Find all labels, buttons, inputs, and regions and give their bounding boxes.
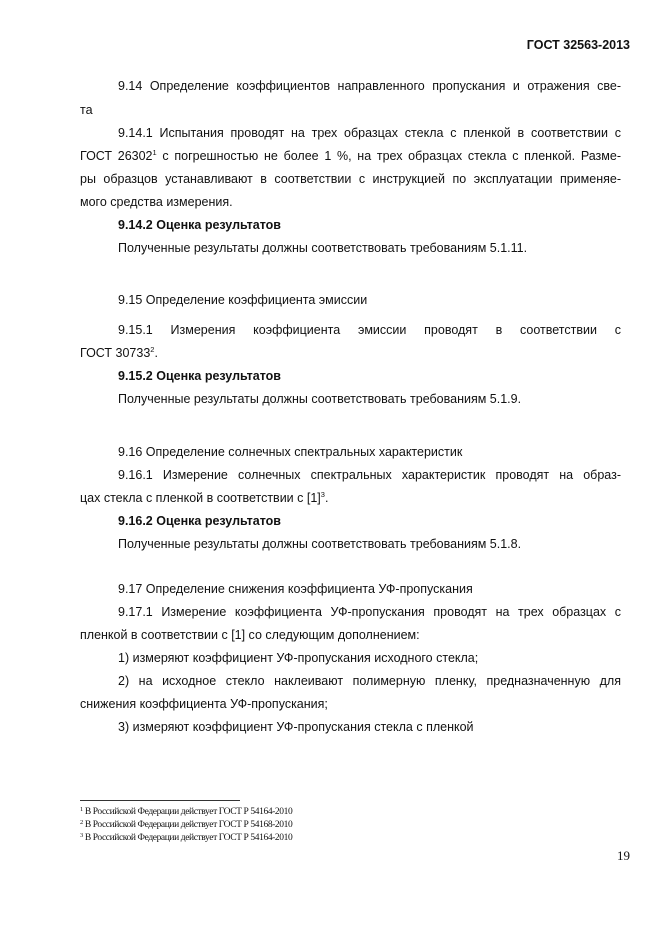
section-heading: 9.14 Определение коэффициентов направленного пропускания и отражения све- (118, 79, 621, 93)
paragraph-line: 9.15.1 Измерения коэффициента эмиссии проводят в соответствии с (118, 323, 621, 337)
paragraph-line: 9.17.1 Измерение коэффициента УФ-пропускания проводят на трех образцах с (118, 605, 621, 619)
list-item-cont: снижения коэффициента УФ-пропускания; (80, 697, 328, 711)
footnote: $^3$ В Российской Федерации действует ГОСТ Р 54164-2010 (80, 832, 293, 843)
footnote-ref[interactable]: 2 (150, 345, 155, 354)
subsection-heading: 9.14.2 Оценка результатов (118, 218, 281, 232)
paragraph-line: ГОСТ 30733$^2$. (80, 345, 158, 360)
document-header: ГОСТ 32563-2013 (526, 38, 630, 52)
section-heading: 9.16 Определение солнечных спектральных характеристик (118, 445, 463, 459)
result-text: Полученные результаты должны соответствовать требованиям 5.1.9. (118, 392, 522, 406)
footnote-ref[interactable]: 1 (152, 148, 157, 157)
page-number: 19 (617, 848, 630, 863)
section-heading-cont: та (80, 103, 93, 117)
list-item: 2) на исходное стекло наклеивают полимерную пленку, предназначенную для (118, 674, 621, 688)
result-text: Полученные результаты должны соответствовать требованиям 5.1.11. (118, 241, 528, 255)
paragraph-line: 9.14.1 Испытания проводят на трех образцах стекла с пленкой в соответствии с (118, 126, 621, 140)
paragraph-line: 9.16.1 Измерение солнечных спектральных характеристик проводят на образ- (118, 468, 621, 482)
list-item: 3) измеряют коэффициент УФ-пропускания стекла с пленкой (118, 720, 474, 734)
section-heading: 9.17 Определение снижения коэффициента УФ-пропускания (118, 582, 473, 596)
subsection-heading: 9.15.2 Оценка результатов (118, 369, 281, 383)
paragraph-line: мого средства измерения. (80, 195, 233, 209)
paragraph-line: пленкой в соответствии с [1] со следующим дополнением: (80, 628, 420, 642)
footnote-ref[interactable]: 3 (320, 490, 325, 499)
section-heading: 9.15 Определение коэффициента эмиссии (118, 293, 368, 307)
footnote: $^2$ В Российской Федерации действует ГОСТ Р 54168-2010 (80, 819, 293, 830)
paragraph-line: ГОСТ 26302$^1$ с погрешностью не более 1 %, на трех образцах стекла с пленкой. Разме- (80, 148, 621, 163)
paragraph-line: цах стекла с пленкой в соответствии с $[1]^3$. (80, 490, 329, 505)
list-item: 1) измеряют коэффициент УФ-пропускания исходного стекла; (118, 651, 479, 665)
paragraph-line: ры образцов устанавливают в соответствии с инструкцией по эксплуатации применяе- (80, 172, 621, 186)
result-text: Полученные результаты должны соответствовать требованиям 5.1.8. (118, 537, 522, 551)
subsection-heading: 9.16.2 Оценка результатов (118, 514, 281, 528)
footnote-separator (80, 800, 240, 801)
footnote: $^1$ В Российской Федерации действует ГОСТ Р 54164-2010 (80, 806, 293, 817)
